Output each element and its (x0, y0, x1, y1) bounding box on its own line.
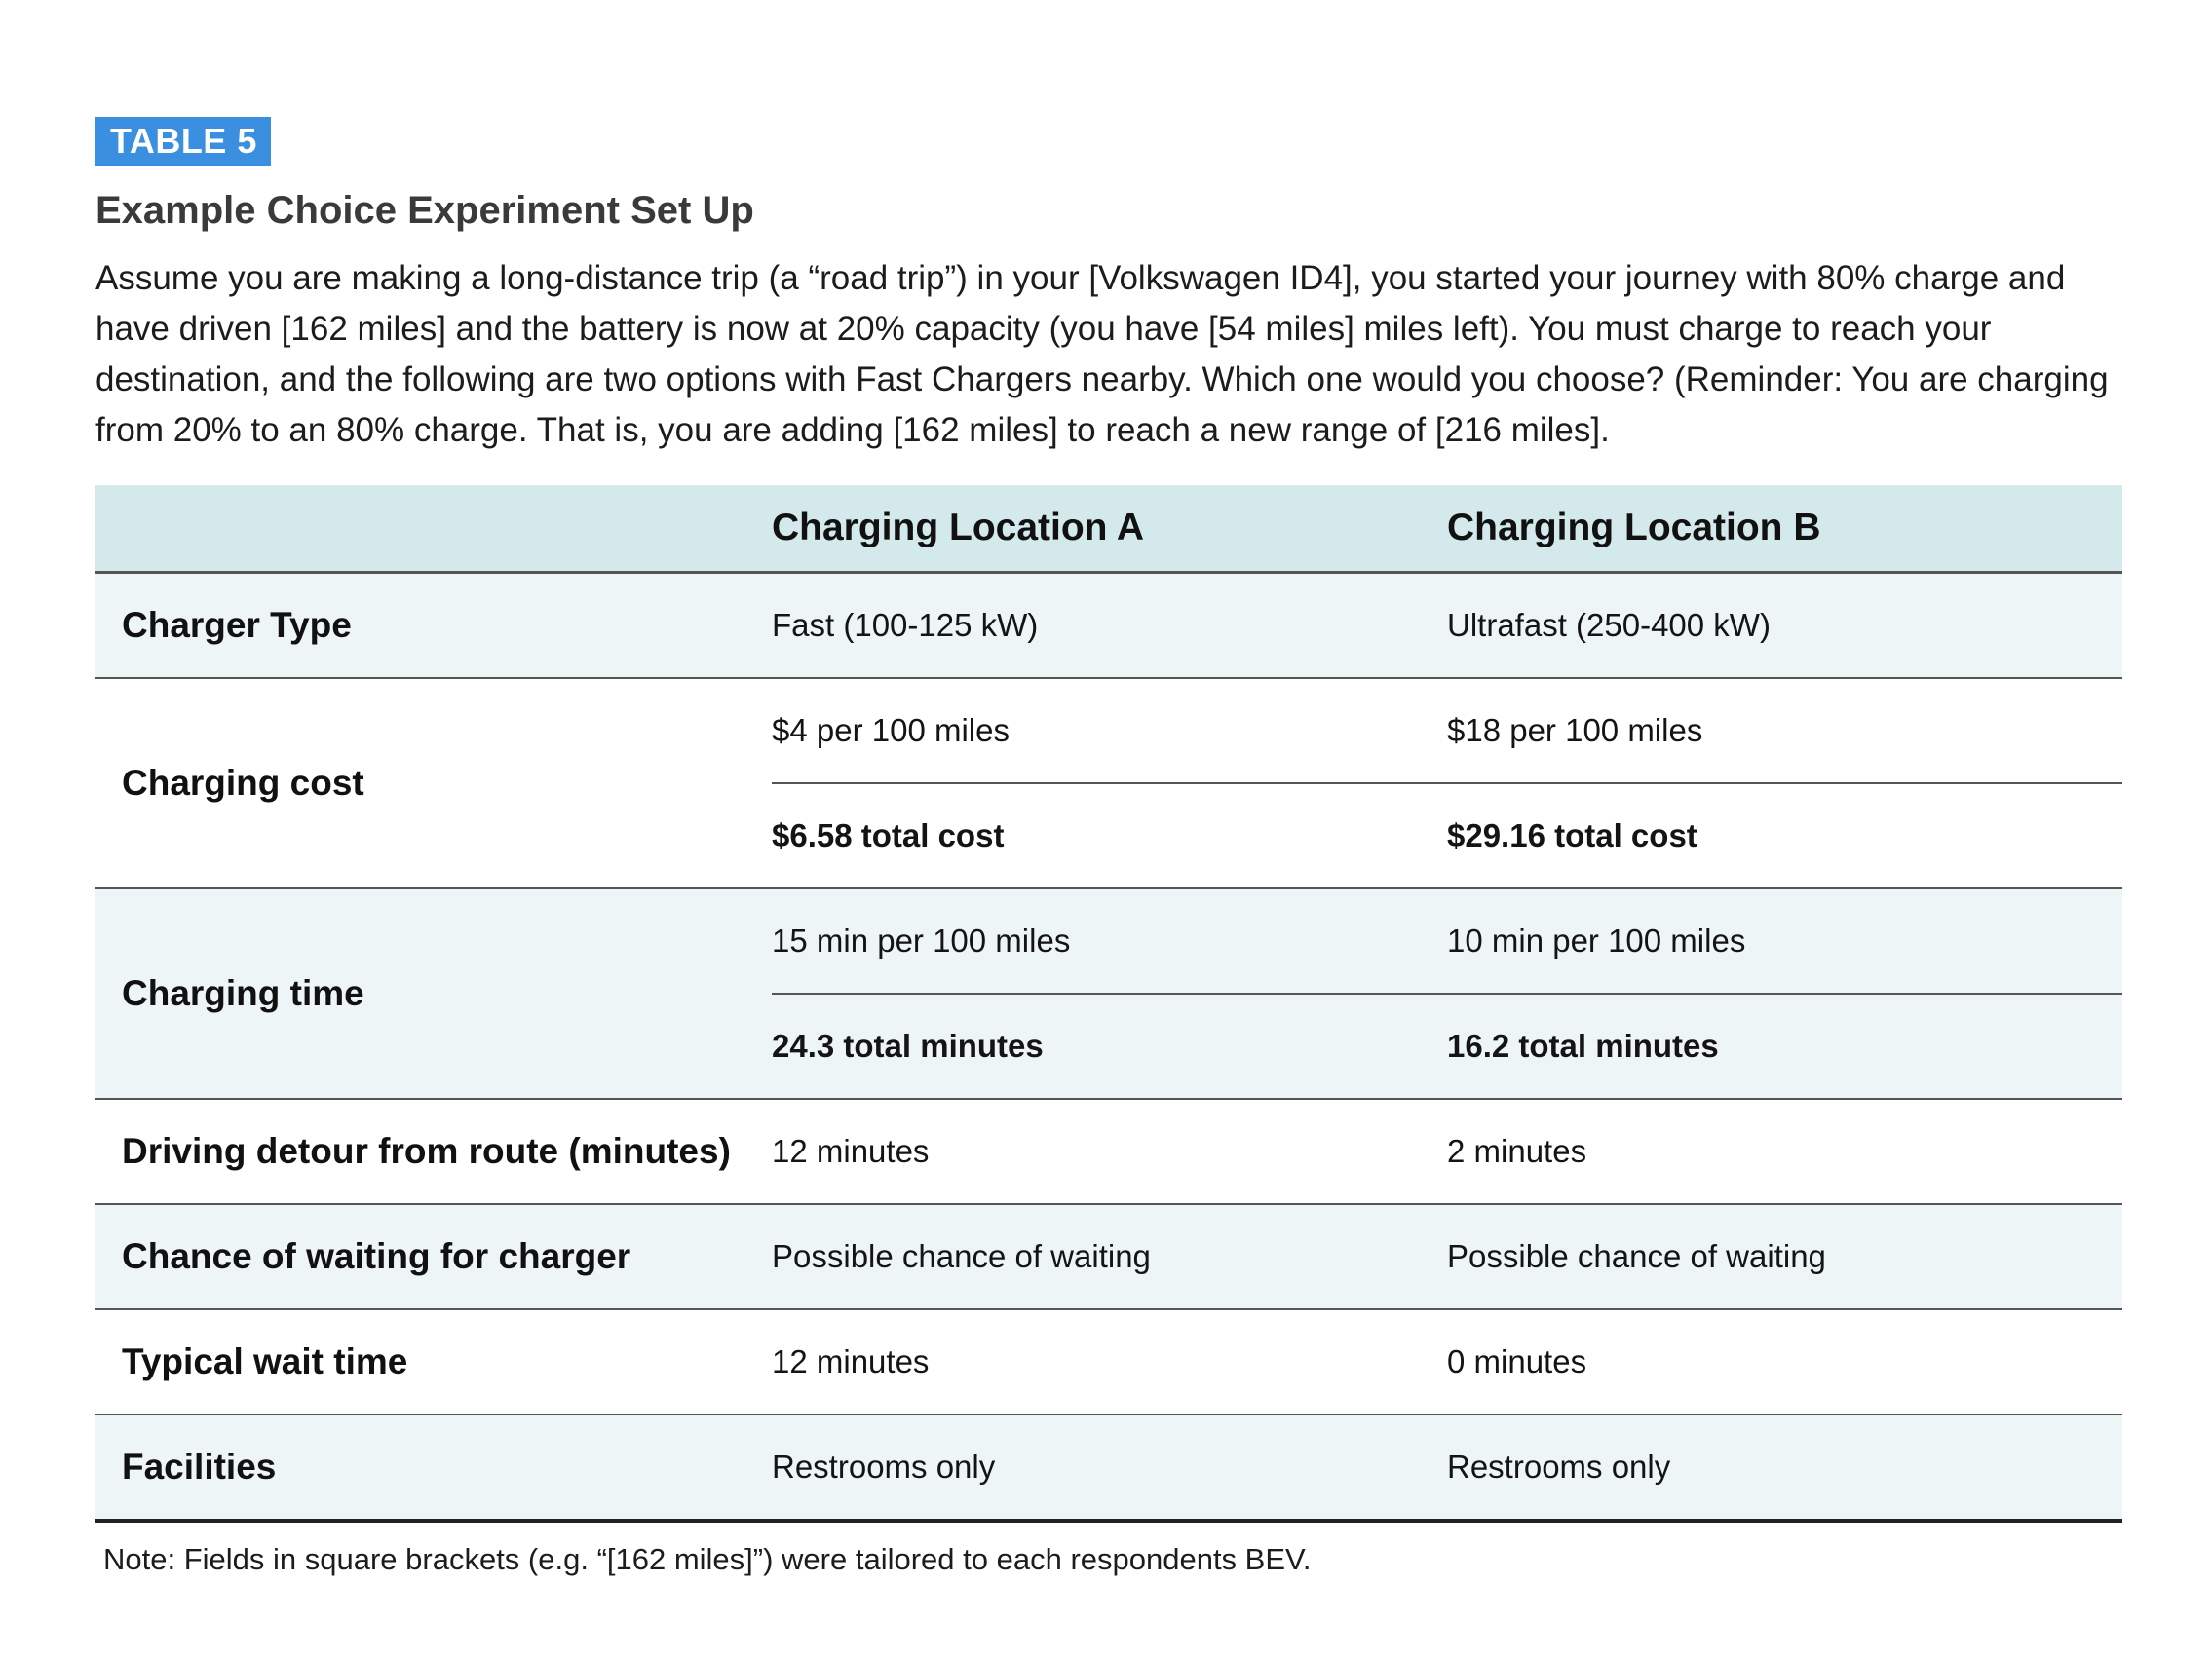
choice-experiment-table (95, 485, 2122, 1523)
charging-cost-total-a: $6.58 total cost (772, 783, 1447, 888)
facilities-a: Restrooms only (772, 1415, 1447, 1521)
charging-time-total-a: 24.3 total minutes (772, 994, 1447, 1099)
waiting-a: Possible chance of waiting (772, 1204, 1447, 1309)
charging-cost-rate-a: $4 per 100 miles (772, 678, 1447, 783)
charging-time-rate-b: 10 min per 100 miles (1447, 888, 2122, 994)
table-note: Note: Fields in square brackets (e.g. “[162 miles]”) were tailored to each respondents BEV. (103, 1542, 1312, 1576)
table-row (95, 1099, 2122, 1204)
table-number-badge: TABLE 5 (95, 117, 271, 166)
wait-time-b: 0 minutes (1447, 1309, 2122, 1415)
document-page (95, 117, 2122, 1581)
charging-cost-rate-b: $18 per 100 miles (1447, 678, 2122, 783)
table-row (95, 678, 2122, 783)
header-empty-cell (95, 485, 772, 573)
row-label-charger-type: Charger Type (95, 573, 772, 679)
table-row (95, 888, 2122, 994)
facilities-b: Restrooms only (1447, 1415, 2122, 1521)
table-row (95, 1415, 2122, 1521)
table-row (95, 1204, 2122, 1309)
detour-b: 2 minutes (1447, 1099, 2122, 1204)
charger-type-a: Fast (100-125 kW) (772, 573, 1447, 679)
charger-type-b: Ultrafast (250-400 kW) (1447, 573, 2122, 679)
row-label-wait-time: Typical wait time (95, 1309, 772, 1415)
header-location-a: Charging Location A (772, 485, 1447, 573)
detour-a: 12 minutes (772, 1099, 1447, 1204)
charging-time-rate-a: 15 min per 100 miles (772, 888, 1447, 994)
table-row (95, 1309, 2122, 1415)
charging-cost-total-b: $29.16 total cost (1447, 783, 2122, 888)
row-label-facilities: Facilities (95, 1415, 772, 1521)
row-label-detour: Driving detour from route (minutes) (95, 1099, 772, 1204)
intro-paragraph: Assume you are making a long-distance trip (a “road trip”) in your [Volkswagen ID4], you started your journey with 80% charge and have driven [162 miles] and the battery is now at 20% capacity (you have [54 miles] miles left). You must charge to reach your destination, and the following are two options with Fast Chargers nearby. Which one would you choose? (Reminder: You are charging from 20% to an 80% charge. That is, you are adding [162 miles] to reach a new range of [216 miles]. (95, 259, 2109, 449)
header-row (95, 485, 2122, 573)
wait-time-a: 12 minutes (772, 1309, 1447, 1415)
table-row (95, 573, 2122, 679)
table-title: Example Choice Experiment Set Up (95, 189, 754, 232)
row-label-waiting: Chance of waiting for charger (95, 1204, 772, 1309)
header-location-b: Charging Location B (1447, 485, 2122, 573)
waiting-b: Possible chance of waiting (1447, 1204, 2122, 1309)
charging-time-total-b: 16.2 total minutes (1447, 994, 2122, 1099)
row-label-charging-time: Charging time (95, 888, 772, 1099)
row-label-charging-cost: Charging cost (95, 678, 772, 888)
